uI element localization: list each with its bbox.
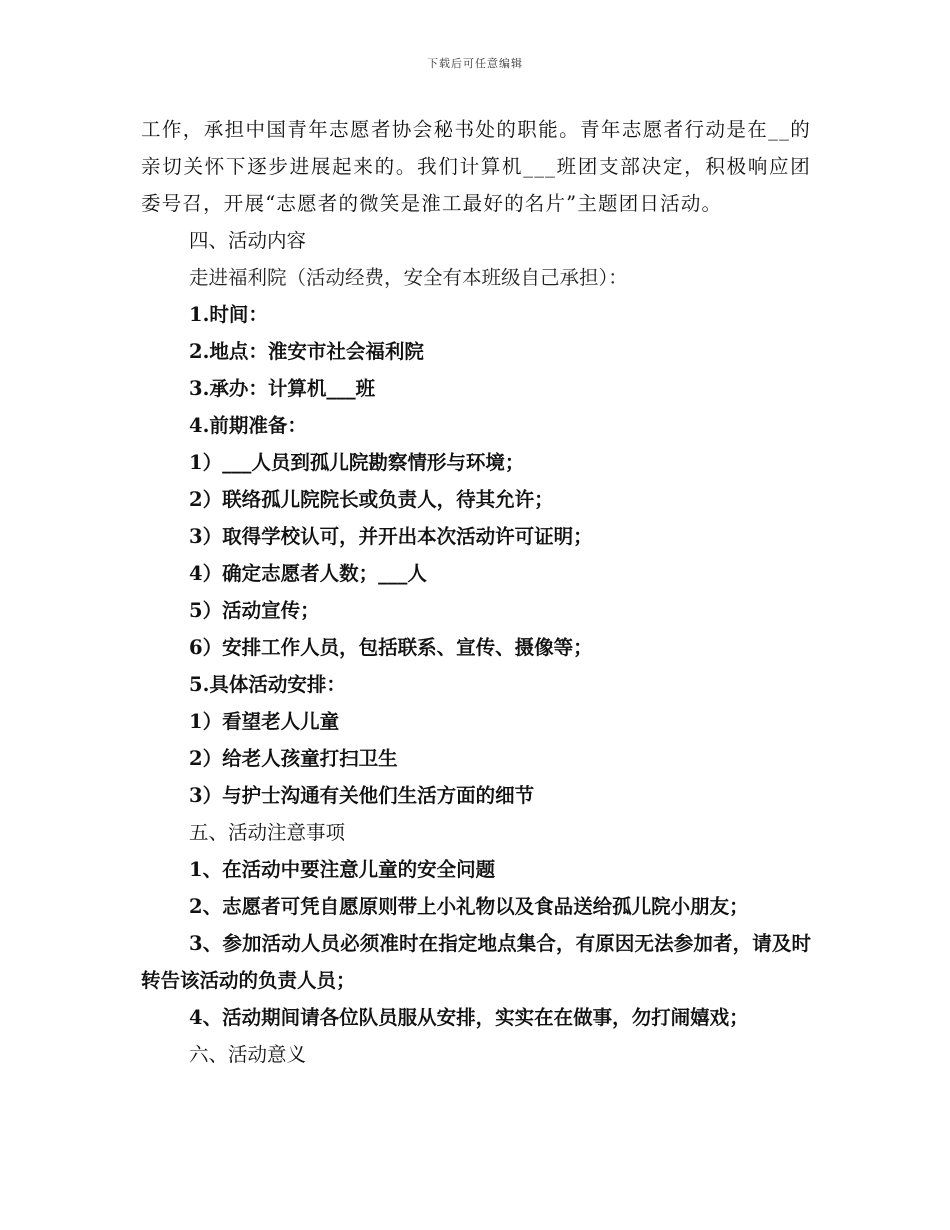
- item-preparation: 4.前期准备：: [189, 414, 307, 437]
- prep-step-2: 2）联络孤儿院院长或负责人，待其允许；: [189, 488, 554, 511]
- schedule-step-3: 3）与护士沟通有关他们生活方面的细节: [189, 784, 535, 807]
- section-heading-activity-content: 四、活动内容: [189, 229, 307, 252]
- intro-paragraph: 工作，承担中国青年志愿者协会秘书处的职能。青年志愿者行动是在__的亲切关怀下逐步进展起来的。我们计算机___班团支部决定，积极响应团委号召，开展“志愿者的微笑是淮工最好的名片”主题团日活动。: [141, 118, 811, 215]
- prep-step-5: 5）活动宣传；: [189, 599, 320, 622]
- section-heading-precautions: 五、活动注意事项: [189, 821, 346, 844]
- page-header-note: 下载后可任意编辑: [427, 57, 523, 70]
- document-body: [141, 111, 811, 1073]
- section-heading-significance: 六、活动意义: [189, 1043, 307, 1066]
- prep-step-4: 4）确定志愿者人数；___人: [189, 562, 427, 585]
- item-organizer: 3.承办：计算机___班: [189, 377, 376, 400]
- precaution-1: 1、在活动中要注意儿童的安全问题: [189, 858, 496, 881]
- item-schedule: 5.具体活动安排：: [189, 673, 346, 696]
- schedule-step-1: 1）看望老人儿童: [189, 710, 340, 733]
- precaution-3: 3、参加活动人员必须准时在指定地点集合，有原因无法参加者，请及时转告该活动的负责人员；: [141, 932, 811, 992]
- precaution-2: 2、志愿者可凭自愿原则带上小礼物以及食品送给孤儿院小朋友；: [189, 895, 749, 918]
- schedule-step-2: 2）给老人孩童打扫卫生: [189, 747, 398, 770]
- item-time: 1.时间：: [189, 303, 268, 326]
- activity-summary: 走进福利院（活动经费，安全有本班级自己承担）：: [189, 266, 628, 289]
- prep-step-6: 6）安排工作人员，包括联系、宣传、摄像等；: [189, 636, 593, 659]
- prep-step-1: 1）___人员到孤儿院勘察情形与环境；: [189, 451, 525, 474]
- precaution-4: 4、活动期间请各位队员服从安排，实实在在做事，勿打闹嬉戏；: [189, 1006, 749, 1029]
- prep-step-3: 3）取得学校认可，并开出本次活动许可证明；: [189, 525, 593, 548]
- item-location: 2.地点：淮安市社会福利院: [189, 340, 424, 363]
